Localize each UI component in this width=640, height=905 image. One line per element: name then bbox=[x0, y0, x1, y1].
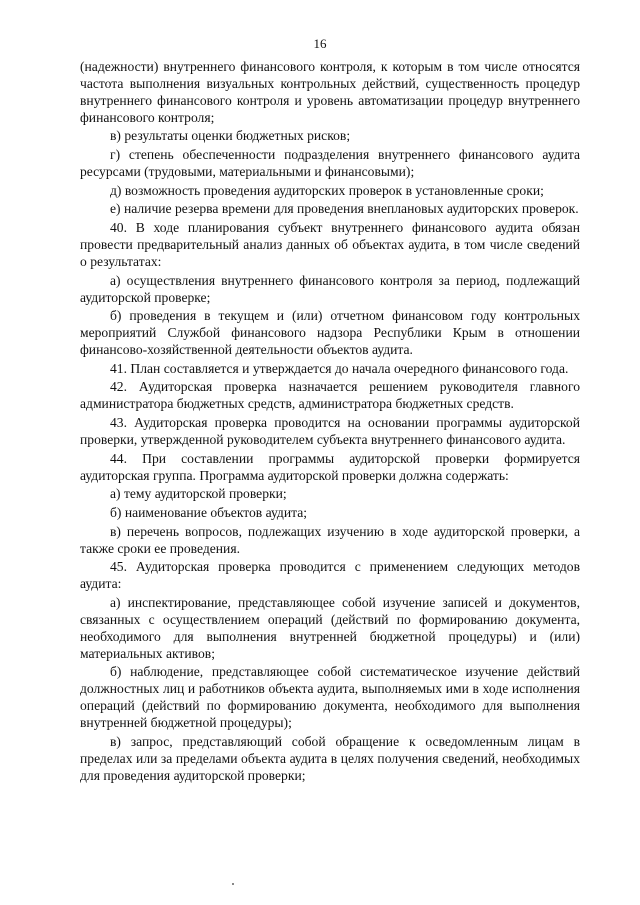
document-body bbox=[80, 59, 580, 786]
paragraph-43: 43. Аудиторская проверка проводится на основании программы аудиторской проверки, утвержденной руководителем субъекта внутреннего финансового аудита. bbox=[80, 415, 580, 447]
paragraph-45-item-v: в) запрос, представляющий собой обращение к осведомленным лицам в пределах или за пределами объекта аудита в целях получения сведений, необходимых для проведения аудиторской проверки; bbox=[80, 733, 580, 783]
page-number: 16 bbox=[313, 36, 327, 51]
paragraph-44-item-b: б) наименование объектов аудита; bbox=[110, 505, 308, 521]
paragraph-42: 42. Аудиторская проверка назначается решением руководителя главного администратора бюджетных средств, администратора бюджетных средств. bbox=[80, 379, 580, 412]
paragraph-40: 40. В ходе планирования субъект внутреннего финансового аудита обязан провести предварительный анализ данных об объектах аудита, в том числе сведений о результатах: bbox=[80, 220, 580, 269]
paragraph-40-item-b: б) проведения в текущем и (или) отчетном финансовом году контрольных мероприятий Службой финансового надзора Республики Крым в отношении финансово-хозяйственной деятельности объектов аудита. bbox=[80, 308, 580, 358]
paragraph-continuation: (надежности) внутреннего финансового контроля, к которым в том числе относятся частота выполнения визуальных контрольных действий, существенность процедур внутреннего финансового контроля и уровень автоматизации процедур внутреннего финансового контроля; bbox=[80, 59, 580, 125]
paragraph-45-item-a: а) инспектирование, представляющее собой изучение записей и документов, связанных с осуществлением операций (действий по формированию документа, необходимого для выполнения внутренней бюджетной процедуры) и (или) материальных активов; bbox=[80, 594, 580, 661]
paragraph-41: 41. План составляется и утверждается до начала очередного финансового года. bbox=[110, 360, 569, 376]
paragraph-item-d: д) возможность проведения аудиторских проверок в установленные сроки; bbox=[110, 182, 544, 198]
paragraph-item-v: в) результаты оценки бюджетных рисков; bbox=[110, 128, 351, 144]
paragraph-44: 44. При составлении программы аудиторской проверки формируется аудиторская группа. Программа аудиторской проверки должна содержать: bbox=[80, 450, 580, 483]
paragraph-item-g: г) степень обеспеченности подразделения внутреннего финансового аудита ресурсами (трудовыми, материальными и финансовыми); bbox=[80, 147, 580, 180]
paragraph-45: 45. Аудиторская проверка проводится с применением следующих методов аудита: bbox=[80, 559, 580, 592]
scan-artifact bbox=[232, 883, 234, 885]
paragraph-44-item-v: в) перечень вопросов, подлежащих изучению в ходе аудиторской проверки, а также сроки ее проведения. bbox=[80, 523, 580, 556]
paragraph-40-item-a: а) осуществления внутреннего финансового контроля за период, подлежащий аудиторской проверке; bbox=[80, 272, 580, 305]
paragraph-45-item-b: б) наблюдение, представляющее собой систематическое изучение действий должностных лиц и работников объекта аудита, выполняемых ими в ходе исполнения операций (действий по формированию документа, необходимого для выполнения внутренней бюджетной процедуры); bbox=[80, 664, 580, 731]
paragraph-44-item-a: а) тему аудиторской проверки; bbox=[110, 486, 287, 502]
paragraph-item-e: е) наличие резерва времени для проведения внеплановых аудиторских проверок. bbox=[110, 201, 579, 217]
